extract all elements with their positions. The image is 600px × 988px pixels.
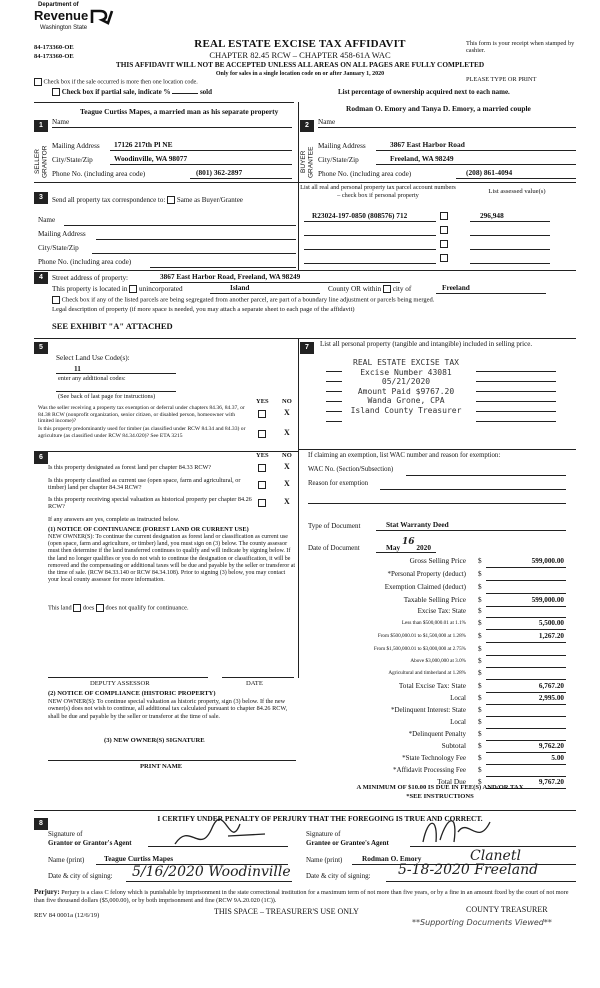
fee-row-label: Agricultural and timberland at 1.28% bbox=[388, 670, 466, 676]
city-value[interactable]: Freeland bbox=[442, 283, 470, 292]
fee-row-label: *State Technology Fee bbox=[402, 754, 466, 762]
legal-desc-label: Legal description of property (if more space is needed, you may attach a separate sheet to each page of the affidavit) bbox=[52, 306, 355, 313]
stamp-line4: Amount Paid $9767.20 bbox=[357, 386, 455, 396]
fee-row bbox=[300, 706, 576, 717]
parcel-header: List all real and personal property tax parcel account numbers – check box if personal property bbox=[300, 184, 456, 199]
fee-row-underline bbox=[486, 617, 566, 618]
fee-row-dollar: $ bbox=[478, 706, 482, 714]
certify-statement: I CERTIFY UNDER PENALTY OF PERJURY THAT THE FOREGOING IS TRUE AND CORRECT. bbox=[157, 814, 483, 823]
parcel-3-checkbox[interactable] bbox=[440, 240, 448, 248]
only-for-note: Only for sales in a single location code on or after January 1, 2020 bbox=[215, 71, 385, 77]
buyer-city-label: City/State/Zip bbox=[318, 156, 359, 164]
city-of-label: city of bbox=[392, 285, 412, 293]
fee-row-dollar: $ bbox=[478, 669, 482, 677]
doc-type-value[interactable]: Stat Warranty Deed bbox=[386, 520, 449, 529]
fee-row-label: Less than $500,000.01 at 1.1% bbox=[401, 620, 466, 626]
form-warning: THIS AFFIDAVIT WILL NOT BE ACCEPTED UNLESS ALL AREAS ON ALL PAGES ARE FULLY COMPLETED bbox=[115, 60, 485, 69]
notice2-text: NEW OWNER(S): To continue special valuation as historic property, sign (3) below. If the new owner(s) does not wish to continue, all additional tax calculated pursuant to chapter 84.26 RCW, shall be due and payable by the seller or transferor at the time of sale. bbox=[48, 698, 288, 720]
fee-row-label: Total Excise Tax: State bbox=[398, 681, 466, 690]
fee-row bbox=[300, 718, 576, 729]
grantor-date-city-value[interactable]: 5/16/2020 Woodinville bbox=[132, 864, 291, 880]
correspondence-phone-label: Phone No. (including area code) bbox=[38, 258, 132, 266]
located-row bbox=[52, 285, 183, 293]
form-code-2: 84-173360-OE bbox=[34, 53, 74, 60]
correspondence-address-label: Mailing Address bbox=[38, 230, 86, 238]
land-use-no-header: NO bbox=[282, 398, 292, 405]
fee-row-value[interactable]: 1,267.20 bbox=[538, 632, 564, 640]
fee-row-underline bbox=[486, 776, 566, 777]
buyer-city-value[interactable]: Freeland, WA 98249 bbox=[390, 154, 454, 163]
exhibit-note: SEE EXHIBIT "A" ATTACHED bbox=[52, 321, 173, 331]
fee-row-label: Gross Selling Price bbox=[409, 556, 466, 565]
parcel-4-checkbox[interactable] bbox=[440, 254, 448, 262]
grantor-date-city-label: Date & city of signing: bbox=[48, 872, 113, 880]
agency-line3: Washington State bbox=[40, 24, 88, 31]
section-5-number: 5 bbox=[34, 342, 48, 354]
fee-row-label: From $1,500,000.01 to $3,000,000 at 2.75% bbox=[373, 646, 466, 652]
fee-row-dollar: $ bbox=[478, 596, 482, 604]
fee-row bbox=[300, 669, 576, 680]
section-1-number: 1 bbox=[34, 120, 48, 132]
buyer-phone-value[interactable]: (208) 861-4094 bbox=[466, 168, 513, 177]
land-does-not-checkbox[interactable] bbox=[96, 604, 104, 612]
minimum-note: A MINIMUM OF $10.00 IS DUE IN FEE(S) AND/OR TAX bbox=[356, 784, 524, 791]
parcel-number-1[interactable]: R23024-197-0850 (808576) 712 bbox=[312, 211, 408, 220]
fee-row-dollar: $ bbox=[478, 778, 482, 786]
fee-row-dollar: $ bbox=[478, 557, 482, 565]
street-label: Street address of property: bbox=[52, 274, 129, 282]
stamp-line2: Excise Number 43081 bbox=[360, 367, 452, 377]
county-treasurer-label: COUNTY TREASURER bbox=[466, 905, 548, 914]
notice1-text: NEW OWNER(S): To continue the current designation as forest land or classification as current use (open space, farm and agriculture, or timber) land, you must sign on (3) below. The county assessor must then determine if the land transferred continues to qualify and will indicate by signing below. If the land no longer qualifies or you do not wish to continue the designation or classification, it will be removed and the compensating or additional taxes will be due and payable by the seller or transferor at the time of sale. (RCW 84.33.140 or RCW 84.34.108). Prior to signing (3) below, you may contact your local county assessor for more information. bbox=[48, 534, 296, 584]
fee-row-label: Excise Tax: State bbox=[417, 607, 466, 615]
land-use-q1-yes[interactable] bbox=[258, 410, 266, 418]
forest-q3-answer[interactable]: X bbox=[284, 497, 290, 506]
fee-row-underline bbox=[486, 655, 566, 656]
unincorporated-checkbox[interactable] bbox=[129, 285, 137, 293]
section-4-number: 4 bbox=[34, 272, 48, 284]
fee-row bbox=[300, 742, 576, 753]
fee-row-label: Taxable Selling Price bbox=[403, 595, 466, 604]
seller-address-value[interactable]: 17126 217th Pl NE bbox=[114, 140, 173, 149]
doc-date-year: 2020 bbox=[416, 543, 431, 552]
fee-row-underline bbox=[486, 692, 566, 693]
form-subtitle: CHAPTER 82.45 RCW – CHAPTER 458-61A WAC bbox=[209, 50, 391, 60]
doc-date-label: Date of Document bbox=[308, 544, 360, 552]
fee-row-dollar: $ bbox=[478, 742, 482, 750]
fee-row-dollar: $ bbox=[478, 607, 482, 615]
grantor-sig-label2: Grantor or Grantor's Agent bbox=[48, 839, 132, 847]
forest-q2-answer[interactable]: X bbox=[284, 479, 290, 488]
type-print-note: PLEASE TYPE OR PRINT bbox=[466, 76, 537, 83]
seller-city-label: City/State/Zip bbox=[52, 156, 93, 164]
deputy-assessor-label: DEPUTY ASSESSOR bbox=[90, 680, 150, 687]
fee-row-underline bbox=[486, 740, 566, 741]
unincorporated-label: unincorporated bbox=[139, 285, 183, 293]
fee-row bbox=[300, 682, 576, 693]
fee-row-value[interactable]: 9,767.20 bbox=[538, 778, 564, 786]
grantor-name-label: Name (print) bbox=[48, 856, 85, 864]
fee-row-label: Total Due bbox=[437, 777, 466, 786]
fee-row-dollar: $ bbox=[478, 682, 482, 690]
fee-row-underline bbox=[486, 764, 566, 765]
same-as-buyer-label: Same as Buyer/Grantee bbox=[176, 196, 243, 204]
fee-row bbox=[300, 619, 576, 630]
notice1-title: (1) NOTICE OF CONTINUANCE (FOREST LAND OR CURRENT USE) bbox=[48, 526, 249, 533]
section-2-number: 2 bbox=[300, 120, 314, 132]
fee-row-value[interactable]: 2,995.00 bbox=[538, 694, 564, 702]
fee-row bbox=[300, 754, 576, 765]
county-value[interactable]: Island bbox=[230, 283, 250, 292]
fee-row-underline bbox=[486, 728, 566, 729]
seller-phone-value[interactable]: (801) 362-2897 bbox=[196, 168, 243, 177]
form-code-1: 84-173360-OE bbox=[34, 44, 74, 51]
agency-line1: Department of bbox=[38, 2, 79, 8]
seller-name-value[interactable]: Teague Curtiss Mapes, a married man as his separate property bbox=[80, 107, 279, 116]
perjury-note bbox=[34, 888, 576, 905]
parcel-1-checkbox[interactable] bbox=[440, 212, 448, 220]
see-instructions-note: *SEE INSTRUCTIONS bbox=[406, 793, 474, 800]
forest-q3-yes[interactable] bbox=[258, 499, 266, 507]
segregated-label: Check box if any of the listed parcels are being segregated from another parcel, are part of a boundary line adjustment or parcels being merged. bbox=[61, 296, 435, 304]
fee-row bbox=[300, 557, 576, 568]
fee-row-value[interactable]: 599,000.00 bbox=[531, 557, 564, 565]
fee-row-underline bbox=[486, 704, 566, 705]
multi-location-label: Check box if the sale occurred is more then one location code. bbox=[43, 78, 198, 86]
grantee-date-city-label: Date & city of signing: bbox=[306, 872, 371, 880]
correspondence-row bbox=[52, 196, 243, 204]
forest-q1: Is this property designated as forest land per chapter 84.33 RCW? bbox=[48, 464, 212, 471]
deputy-date-label: DATE bbox=[246, 680, 263, 687]
land-use-q1-answer[interactable]: X bbox=[284, 408, 290, 417]
fee-row-dollar: $ bbox=[478, 730, 482, 738]
receipt-stamp bbox=[336, 358, 476, 416]
fee-row-underline bbox=[486, 642, 566, 643]
fee-row-dollar: $ bbox=[478, 632, 482, 640]
correspondence-name-label: Name bbox=[38, 216, 56, 224]
ownership-note: List percentage of ownership acquired next to each name. bbox=[338, 88, 510, 96]
land-use-q2: Is this property predominantly used for timber (as classified under RCW 84.34 and 84.33) or agriculture (as classified under RCW 84.34.020)? See ETA 3215 bbox=[38, 426, 246, 439]
revenue-logo-icon bbox=[90, 9, 114, 25]
assessed-header: List assessed value(s) bbox=[488, 188, 546, 195]
wac-label: WAC No. (Section/Subsection) bbox=[308, 466, 394, 473]
stamp-line5: Wanda Grone, CPA bbox=[367, 396, 445, 406]
fee-row-dollar: $ bbox=[478, 619, 482, 627]
grantee-hand-name: Clanetl bbox=[470, 848, 521, 864]
fee-row-dollar: $ bbox=[478, 694, 482, 702]
buyer-phone-label: Phone No. (including area code) bbox=[318, 170, 412, 178]
section-6-number: 6 bbox=[34, 452, 48, 464]
seller-city-value[interactable]: Woodinville, WA 98077 bbox=[114, 154, 188, 163]
fee-row bbox=[300, 645, 576, 656]
fee-row bbox=[300, 694, 576, 705]
grantor-signature-icon bbox=[170, 816, 270, 856]
city-of-checkbox[interactable] bbox=[383, 285, 391, 293]
land-use-code[interactable]: 11 bbox=[74, 364, 81, 373]
print-name-label: PRINT NAME bbox=[140, 763, 183, 770]
this-land-label: This land bbox=[48, 604, 72, 612]
forest-q1-yes[interactable] bbox=[258, 464, 266, 472]
fee-row-value[interactable]: 5.00 bbox=[551, 754, 564, 762]
parcel-2-checkbox[interactable] bbox=[440, 226, 448, 234]
fee-row-dollar: $ bbox=[478, 645, 482, 653]
reason-label: Reason for exemption bbox=[308, 480, 369, 487]
land-does-checkbox[interactable] bbox=[73, 604, 81, 612]
fee-row bbox=[300, 766, 576, 777]
seller-address-label: Mailing Address bbox=[52, 142, 100, 150]
partial-sale-label: Check box if partial sale, indicate % bbox=[61, 88, 171, 96]
grantee-sig-label1: Signature of bbox=[306, 830, 341, 838]
agency-logo bbox=[34, 2, 124, 38]
doc-type-label: Type of Document bbox=[308, 522, 361, 530]
land-use-q2-answer[interactable]: X bbox=[284, 428, 290, 437]
forest-q1-answer[interactable]: X bbox=[284, 462, 290, 471]
grantee-date-city-value[interactable]: 5-18-2020 Freeland bbox=[398, 862, 539, 878]
fee-row-dollar: $ bbox=[478, 570, 482, 578]
forest-yes-header: YES bbox=[256, 452, 269, 459]
fee-row-label: From $500,000.01 to $1,500,000 at 1.28% bbox=[377, 633, 466, 639]
grantee-name-value[interactable]: Rodman O. Emory bbox=[362, 854, 422, 863]
buyer-address-value[interactable]: 3867 East Harbor Road bbox=[390, 140, 465, 149]
fee-row-dollar: $ bbox=[478, 718, 482, 726]
grantor-sig-label1: Signature of bbox=[48, 830, 83, 838]
correspondence-label: Send all property tax correspondence to: bbox=[52, 196, 166, 204]
land-use-q1: Was the seller receiving a property tax exemption or deferral under chapters 84.36, 84.37, or 84.38 RCW (nonprofit organization, senior citizen, or disabled person, homeowner with limited income)? bbox=[38, 405, 245, 425]
buyer-side-label: BUYER GRANTEE bbox=[300, 146, 315, 178]
fee-row-dollar: $ bbox=[478, 766, 482, 774]
land-use-q2-yes[interactable] bbox=[258, 430, 266, 438]
fee-row-value[interactable]: 6,767.20 bbox=[538, 682, 564, 690]
seller-phone-label: Phone No. (including area code) bbox=[52, 170, 146, 178]
agency-line2: Revenue bbox=[34, 8, 89, 24]
fee-row-underline bbox=[486, 716, 566, 717]
fee-row-value[interactable]: 5,500.00 bbox=[538, 619, 564, 627]
seller-side-label: SELLER GRANTOR bbox=[34, 145, 49, 179]
county-or-row bbox=[328, 285, 411, 293]
buyer-name-label: Name bbox=[318, 118, 336, 126]
street-value[interactable]: 3867 East Harbor Road, Freeland, WA 98249 bbox=[160, 272, 301, 281]
grantor-name-value[interactable]: Teague Curtiss Mapes bbox=[104, 854, 174, 863]
additional-codes-label: enter any additional codes: bbox=[58, 375, 126, 382]
buyer-name-value[interactable]: Rodman O. Emory and Tanya D. Emory, a married couple bbox=[346, 104, 531, 113]
fee-row-underline bbox=[486, 593, 566, 594]
fee-row bbox=[300, 570, 576, 581]
form-title: REAL ESTATE EXCISE TAX AFFIDAVIT bbox=[194, 38, 406, 50]
correspondence-city-label: City/State/Zip bbox=[38, 244, 79, 252]
fee-row-underline bbox=[486, 667, 566, 668]
section-8-number: 8 bbox=[34, 818, 48, 830]
fee-row-label: Local bbox=[450, 694, 466, 702]
see-back-note: (See back of last page for instructions) bbox=[58, 393, 156, 400]
rev-code: REV 84 0001a (12/6/19) bbox=[34, 912, 100, 919]
fee-row-label: *Delinquent Penalty bbox=[408, 730, 466, 738]
assessed-value-1[interactable]: 296,948 bbox=[480, 211, 504, 220]
this-land-row bbox=[48, 604, 189, 612]
fee-row bbox=[300, 583, 576, 594]
notice2-title: (2) NOTICE OF COMPLIANCE (HISTORIC PROPERTY) bbox=[48, 690, 216, 697]
partial-sale-row bbox=[52, 88, 212, 96]
multi-location-checkbox[interactable] bbox=[34, 78, 42, 86]
section-3-number: 3 bbox=[34, 192, 48, 204]
fee-row-label: *Personal Property (deduct) bbox=[387, 570, 466, 578]
supporting-docs-stamp: **Supporting Documents Viewed** bbox=[412, 918, 552, 927]
forest-q2: Is this property classified as current use (open space, farm and agricultural, or timber) land per chapter 84.34 RCW? bbox=[48, 477, 241, 492]
fee-row-label: Subtotal bbox=[441, 741, 466, 750]
personal-property-label: List all personal property (tangible and intangible) included in selling price. bbox=[320, 340, 533, 348]
fee-row bbox=[300, 607, 576, 618]
land-use-label: Select Land Use Code(s): bbox=[56, 354, 130, 362]
partial-sale-sold: sold bbox=[199, 88, 213, 96]
stamp-line6: Island County Treasurer bbox=[350, 405, 462, 415]
segregated-checkbox[interactable] bbox=[52, 296, 60, 304]
perjury-label: Perjury: bbox=[34, 888, 60, 896]
fee-row-dollar: $ bbox=[478, 754, 482, 762]
buyer-address-label: Mailing Address bbox=[318, 142, 366, 150]
fee-row-label: Local bbox=[450, 718, 466, 726]
land-use-yes-header: YES bbox=[256, 398, 269, 405]
fee-row bbox=[300, 632, 576, 643]
fee-row bbox=[300, 657, 576, 668]
forest-q3: Is this property receiving special valuation as historical property per chapter 84.26 RCW? bbox=[48, 496, 252, 511]
parcel-checkboxes bbox=[440, 212, 448, 262]
fee-row-underline bbox=[486, 679, 566, 680]
fee-row-underline bbox=[486, 752, 566, 753]
fee-row-label: Exemption Claimed (deduct) bbox=[384, 583, 466, 591]
fee-row-value[interactable]: 599,000.00 bbox=[531, 596, 564, 604]
fee-row-dollar: $ bbox=[478, 583, 482, 591]
segregated-row bbox=[52, 296, 582, 304]
grantee-name-label: Name (print) bbox=[306, 856, 343, 864]
forest-no-header: NO bbox=[282, 452, 292, 459]
exemption-label: If claiming an exemption, list WAC number and reason for exemption: bbox=[308, 452, 501, 459]
land-does-not-label: does not qualify for continuance. bbox=[105, 604, 189, 612]
section-7-number: 7 bbox=[300, 342, 314, 354]
land-does-label: does bbox=[82, 604, 95, 612]
fee-row-underline bbox=[486, 567, 566, 568]
receipt-note: This form is your receipt when stamped by cashier. bbox=[466, 40, 575, 55]
new-owner-signature-label: (3) NEW OWNER(S) SIGNATURE bbox=[104, 737, 205, 744]
doc-date-month: May bbox=[386, 543, 401, 552]
same-as-buyer-checkbox[interactable] bbox=[167, 196, 175, 204]
seller-name-label: Name bbox=[52, 118, 70, 126]
partial-sale-checkbox[interactable] bbox=[52, 88, 60, 96]
stamp-line3: 05/21/2020 bbox=[381, 377, 431, 387]
fee-row-label: *Affidavit Processing Fee bbox=[393, 766, 466, 774]
fee-row-underline bbox=[486, 629, 566, 630]
if-yes-note: If any answers are yes, complete as instructed below. bbox=[48, 516, 180, 523]
county-or-label: County OR within bbox=[328, 285, 382, 293]
fee-row-underline bbox=[486, 580, 566, 581]
fee-row bbox=[300, 596, 576, 607]
fee-row bbox=[300, 730, 576, 741]
doc-date-day: 16 bbox=[402, 537, 415, 547]
fee-row-label: Above $3,000,000 at 3.0% bbox=[410, 658, 466, 664]
grantee-sig-label2: Grantee or Grantee's Agent bbox=[306, 839, 389, 847]
stamp-line1: REAL ESTATE EXCISE TAX bbox=[353, 358, 459, 367]
fee-row-value[interactable]: 9,762.20 bbox=[538, 742, 564, 750]
fee-row-label: *Delinquent Interest: State bbox=[390, 706, 466, 714]
located-label: This property is located in bbox=[52, 285, 128, 293]
perjury-text: Perjury is a class C felony which is punishable by imprisonment in the state correctional institution for a maximum term of not more than five years, or by a fine in an amount fixed by the court of not more than five thousand dollars ($5,000.00), or by both imprisonment and fine (RCW 9A.20.020 (1C)). bbox=[34, 889, 569, 904]
treasurer-space-label: THIS SPACE – TREASURER'S USE ONLY bbox=[214, 907, 359, 916]
multi-location-row bbox=[34, 78, 198, 86]
fee-row-dollar: $ bbox=[478, 657, 482, 665]
forest-q2-yes[interactable] bbox=[258, 481, 266, 489]
